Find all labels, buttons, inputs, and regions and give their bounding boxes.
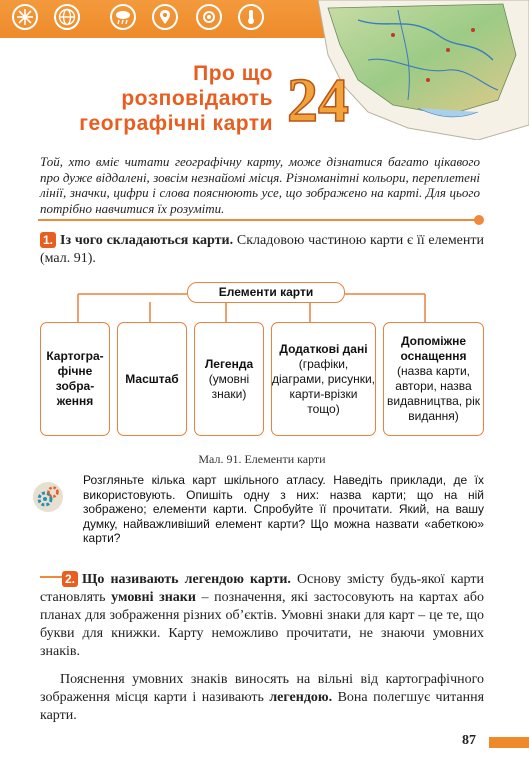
page-title-line3: географічні карти [79, 112, 273, 135]
map-elements-diagram [40, 282, 484, 442]
page-number: 87 [462, 733, 476, 748]
diagram-box-auxiliary-sub: (назва карти, автори, назва видавництва, рік видання) [387, 364, 480, 423]
diagram-box-legend [194, 322, 264, 436]
section-2 [40, 571, 484, 661]
footer-bar [489, 737, 529, 748]
thermometer-icon [238, 4, 264, 30]
section-2-text-b: – позначення, які застосовують на картах або планах для зображення різних об’єктів. Умовні знаки для карт – це те, що букви для книжки. Карту неможливо прочитати, не знаючи умовних знаків. [40, 590, 485, 659]
section-text: Складовою частиною карти є її елементи (мал. 91). [40, 233, 484, 266]
figure-caption: Мал. 91. Елементи карти [198, 452, 326, 466]
diagram-box-auxiliary-title: Допоміжне оснащення [400, 334, 467, 363]
diagram-box-image-label: Картогра-фічне зобра-ження [46, 349, 104, 408]
section-2-para2-a: Пояснення умовних знаків виносять на вільні від картографічного зображення місця карти і називають [40, 672, 484, 705]
question-block [40, 473, 484, 546]
diagram-box-image [40, 322, 110, 436]
chapter-number: 24 [287, 67, 349, 135]
question-text: Розгляньте кілька карт шкільного атласу. Наведіть приклади, де їх використовують. Опишіть одну з них: назва карти; що на ній зображено; елементи карти. Спробуйте її прочитати. Який, на вашу думку, найважливіший елемент карти? Що можна назвати «абеткою» карти? [83, 473, 484, 545]
section-number: 1. [40, 232, 56, 248]
section-2-legend-term: легендою. [269, 690, 333, 705]
diagram-top-box [187, 282, 345, 303]
location-pin-icon [152, 4, 178, 30]
intro-paragraph: Той, хто вміє читати географічну карту, може дізнатися багато цікавого про дуже віддалені, зовсім незнайомі місця. Різноманітні кольори, переплетені лінії, значки, цифри і слова пояснюють усе, що зображено на карті. Для цього потрібно навчитися їх розуміти. [40, 154, 480, 216]
section-heading: Що називають легендою карти. [82, 572, 291, 587]
section-2-bold-term: умовні знаки [111, 590, 196, 605]
diagram-box-auxiliary [383, 322, 484, 436]
section-2-text-a: Основу змісту будь-якої карти становлять [40, 572, 484, 605]
page-title-line1: Про що [193, 62, 273, 85]
divider-line [38, 219, 478, 221]
globe-icon [54, 4, 80, 30]
section-number: 2. [62, 571, 78, 587]
weather-icon [110, 4, 136, 30]
diagram-box-scale-label: Масштаб [125, 371, 179, 386]
diagram-box-additional-sub: (графіки, діаграми, рисунки, карти-врізки тощо) [272, 356, 375, 416]
page-title-line2: розповідають [121, 87, 273, 110]
diagram-box-scale [117, 322, 187, 436]
section-heading: Із чого складаються карти. [60, 233, 234, 248]
divider-dot [474, 215, 484, 225]
section-2-paragraph-2 [40, 671, 484, 725]
diagram-box-legend-sub: (умовні знаки) [208, 371, 250, 401]
compass-icon [12, 4, 38, 30]
diagram-box-legend-title: Легенда [204, 356, 254, 371]
settings-icon [196, 4, 222, 30]
section-2-para2-b: Вона полегшує читання карти. [40, 690, 485, 723]
diagram-box-additional-title: Додаткові дані [279, 341, 368, 356]
diagram-top-label: Елементи карти [218, 285, 314, 299]
diagram-box-additional [271, 322, 376, 436]
section-1 [40, 232, 484, 268]
